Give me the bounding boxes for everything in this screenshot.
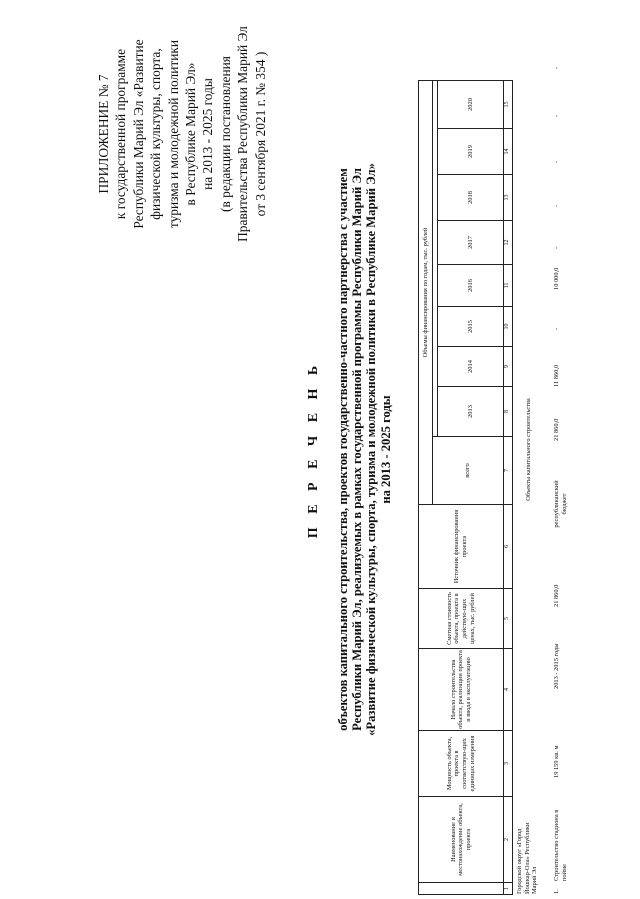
header-total: всего [433,437,504,505]
approval-line: физической культуры, спорта, [148,48,164,220]
approval-line: от 3 сентября 2021 г. № 354 ) [252,51,268,217]
header-year: 2018 [438,175,504,221]
funding-2016: - [553,246,560,249]
document-title: П Е Р Е Ч Е Н Ь [306,360,321,539]
header-start: Начало строительства объекта, реализации проекта и ввода в эксплуатацию [419,649,504,731]
title-block [306,0,393,899]
header-year: 2020 [438,81,504,129]
approval-line: к государственной программе [113,48,129,220]
funding-2018: - [553,160,560,163]
funding-2015: 10 000,0 [553,267,560,290]
row-number: 1. [553,889,560,894]
column-number: 4 [504,649,513,731]
column-number-row [504,81,513,895]
header-num-cell [419,883,504,895]
header-year: 2015 [438,307,504,347]
column-number: 1 [504,883,513,895]
subtitle-line: «Развитие физической культуры, спорта, туризма и молодежной политики в Республике Марий Эл» [364,163,379,736]
funding-source: республиканский бюджет [553,480,568,528]
column-number: 6 [504,505,513,589]
approval-line: на 2013 - 2025 годы [200,78,216,190]
funding-total: 21 860,0 [553,418,560,441]
subtitle-line: объектов капитального строительства, проектов государственно-частного партнерства с участием [336,168,350,731]
column-number: 3 [504,731,513,797]
header-cost: Сметная стоимость объекта, проекта в действую-щих ценах, тыс. рублей [419,589,504,649]
section-caption: Объекты капитального строительства [525,398,532,501]
object-name: Строительство стадиона в поймe [553,809,568,881]
column-number: 15 [504,81,513,129]
approval-line: в Республике Марий Эл» [183,62,199,206]
approval-line: ПРИЛОЖЕНИЕ № 7 [96,74,111,194]
header-year: 2014 [438,347,504,387]
approval-block [95,9,269,259]
subtitle-line: на 2013 - 2025 годы [378,395,393,504]
header-funding-group: Объемы финансирования по годам, тыс. рублей [419,81,433,505]
object-cost: 21 860,0 [553,584,560,607]
object-years: 2013 - 2015 годы [553,643,560,689]
funding-2013: 11 860,0 [553,364,560,387]
header-year: 2019 [438,129,504,175]
column-number: 7 [504,437,513,505]
funding-2019: - [553,114,560,117]
approval-line: туризма и молодежной политики [165,39,181,229]
column-number: 14 [504,129,513,175]
object-capacity: 19 159 кв. м [553,745,560,778]
column-number: 5 [504,589,513,649]
header-name: Наименование и местонахождение объекта, проекта [419,797,504,883]
column-number: 13 [504,175,513,221]
funding-2014: - [553,327,560,330]
column-number: 12 [504,221,513,265]
subtitle-line: Республики Марий Эл, реализуемых в рамках государственной программы Республики Марий Эл [350,168,365,731]
funding-2017: - [553,204,560,207]
column-number: 2 [504,797,513,883]
header-source: Источник финансирования проекта [419,505,504,589]
column-number: 8 [504,387,513,437]
funding-2020: - [553,66,560,69]
region-label: Городской округ «Город Йошкар-Ола» Республики Марий Эл [516,822,539,894]
approval-line: Республики Марий Эл «Развитие [130,39,146,229]
approval-line: Правительства Республики Марий Эл [235,26,251,242]
header-year: 2013 [438,387,504,437]
approval-line: (в редакции постановления [217,56,233,212]
column-number: 11 [504,265,513,307]
header-year: 2017 [438,221,504,265]
objects-table [418,80,513,895]
header-capacity: Мощность объекта, проекта в соответствую-щих единицах измерения [419,731,504,797]
column-number: 9 [504,347,513,387]
column-number: 10 [504,307,513,347]
header-year: 2016 [438,265,504,307]
